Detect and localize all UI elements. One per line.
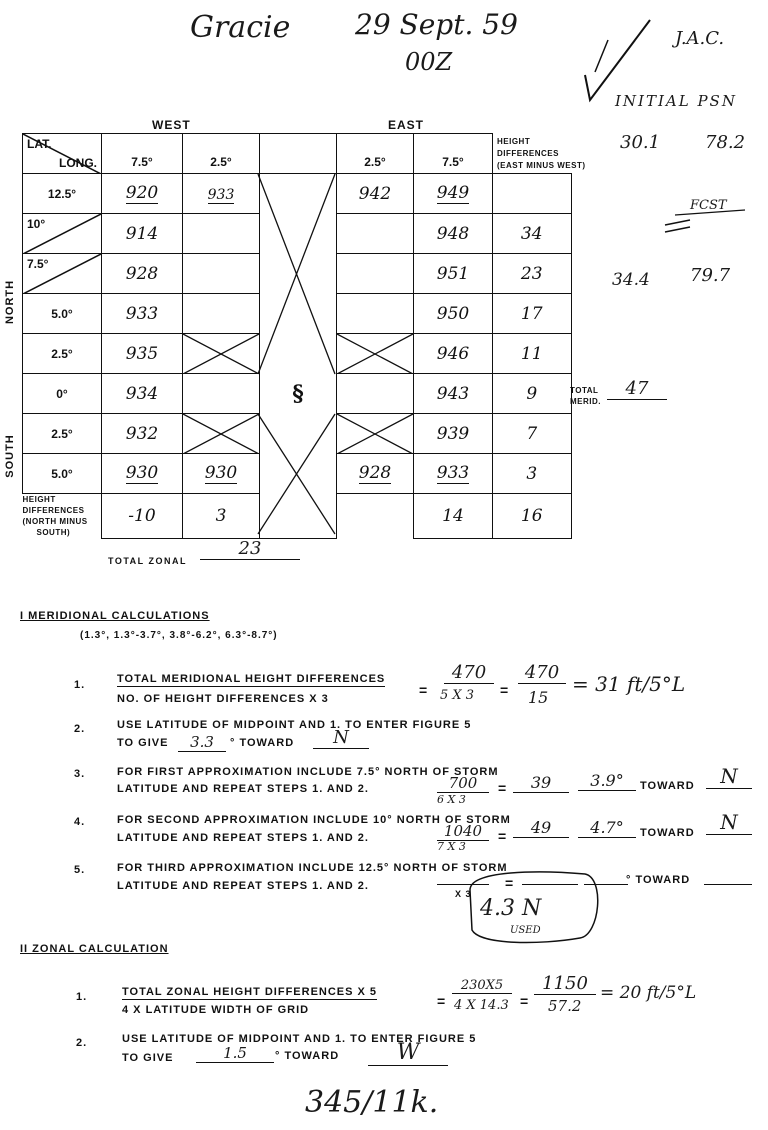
cell-value bbox=[337, 294, 414, 334]
s1-step4-toward: TOWARD bbox=[640, 827, 695, 839]
cell-value bbox=[183, 294, 260, 334]
cell-value: 933 bbox=[102, 294, 183, 334]
s1-step1-top: TOTAL MERIDIONAL HEIGHT DIFFERENCES bbox=[117, 673, 386, 685]
cell-value: 946 bbox=[414, 334, 493, 374]
s1-step2-deg: 3.3 bbox=[178, 733, 226, 752]
ns-diff: 3 bbox=[183, 494, 260, 539]
s1-step1-den1: 5 X 3 bbox=[440, 688, 475, 703]
cell-diff: 3 bbox=[493, 454, 572, 494]
circled-value: 4.3 N bbox=[480, 896, 542, 921]
s2-step1-den2: 57.2 bbox=[548, 997, 582, 1015]
cell-value: 933 bbox=[183, 174, 260, 214]
row-lat: 0° bbox=[23, 374, 102, 414]
cell-value: 932 bbox=[102, 414, 183, 454]
s1-step5-den: X 3 bbox=[455, 889, 472, 899]
cell-value: 942 bbox=[337, 174, 414, 214]
s1-step4-num-hw: 1040 bbox=[437, 822, 489, 841]
storm-center: § bbox=[260, 374, 337, 414]
storm-date: 29 Sept. 59 bbox=[355, 8, 518, 41]
north-label: NORTH bbox=[4, 279, 17, 325]
cell-value: 930 bbox=[183, 454, 260, 494]
s1-step4-line1: FOR SECOND APPROXIMATION INCLUDE 10° NORTH OF STORM bbox=[117, 814, 511, 826]
s2-step1-den1: 4 X 14.3 bbox=[454, 998, 509, 1013]
row-lat: 2.5° bbox=[23, 334, 102, 374]
s1-step5-num: 5. bbox=[74, 864, 86, 876]
lat-long-header: LAT. LONG. bbox=[23, 134, 102, 174]
initial-lon: 78.2 bbox=[705, 132, 746, 153]
s1-step5-line1: FOR THIRD APPROXIMATION INCLUDE 12.5° NORTH OF STORM bbox=[117, 862, 508, 874]
s2-step1-top: TOTAL ZONAL HEIGHT DIFFERENCES X 5 bbox=[122, 986, 378, 998]
s1-step4-num: 4. bbox=[74, 816, 86, 828]
height-grid bbox=[22, 133, 572, 539]
storm-name: Gracie bbox=[190, 10, 291, 45]
height-diff-ew-label: HEIGHT DIFFERENCES (EAST MINUS WEST) bbox=[497, 137, 586, 170]
cell-value: 939 bbox=[414, 414, 493, 454]
s2-step2-dir: W bbox=[368, 1040, 448, 1066]
cell-value bbox=[337, 254, 414, 294]
storm-time: 00Z bbox=[405, 48, 453, 76]
cell-value bbox=[337, 214, 414, 254]
east-label: EAST bbox=[388, 118, 425, 132]
ns-diff: 14 bbox=[414, 494, 493, 539]
col-center bbox=[260, 134, 337, 174]
col-west-7-5: 7.5° bbox=[102, 134, 183, 174]
west-label: WEST bbox=[152, 118, 191, 132]
s2-step2-give: TO GIVE bbox=[122, 1052, 174, 1064]
cell-value bbox=[183, 214, 260, 254]
ns-diff-label: HEIGHT DIFFERENCES (NORTH MINUS SOUTH) bbox=[22, 495, 88, 537]
cell-crossed bbox=[183, 334, 260, 374]
cell-value: 949 bbox=[414, 174, 493, 214]
row-lat: 7.5° bbox=[23, 254, 102, 294]
center-x-lower bbox=[260, 414, 337, 539]
fcst-lon: 79.7 bbox=[690, 265, 731, 286]
cell-value: 914 bbox=[102, 214, 183, 254]
total-merid-value: 47 bbox=[607, 378, 667, 400]
s1-step4-line2: LATITUDE AND REPEAT STEPS 1. AND 2. bbox=[117, 832, 369, 844]
total-zonal-label: TOTAL ZONAL bbox=[108, 556, 187, 566]
cell-diff bbox=[493, 174, 572, 214]
s1-step2-num: 2. bbox=[74, 723, 86, 735]
s1-step1-num: 1. bbox=[74, 679, 86, 691]
s1-step4-deg: 4.7° bbox=[578, 818, 636, 838]
s1-step3-dir: N bbox=[706, 764, 752, 789]
cell-value: 951 bbox=[414, 254, 493, 294]
s2-step1-num1: 230X5 bbox=[452, 978, 512, 994]
s1-step4-val: 49 bbox=[513, 818, 569, 838]
s1-step4-dir: N bbox=[706, 810, 752, 835]
south-label: SOUTH bbox=[3, 434, 16, 478]
cell-value: 930 bbox=[102, 454, 183, 494]
cell-value bbox=[183, 254, 260, 294]
cell-value: 928 bbox=[102, 254, 183, 294]
cell-value: 920 bbox=[102, 174, 183, 214]
cell-diff: 17 bbox=[493, 294, 572, 334]
s1-step2-give: TO GIVE bbox=[117, 737, 169, 749]
initial-psn-label: INITIAL PSN bbox=[615, 92, 737, 110]
row-lat: 12.5° bbox=[23, 174, 102, 214]
s1-step1-den2: 15 bbox=[528, 688, 549, 707]
row-lat: 5.0° bbox=[23, 294, 102, 334]
cell-diff: 9 bbox=[493, 374, 572, 414]
center-x-upper bbox=[260, 174, 337, 374]
s1-step3-toward: TOWARD bbox=[640, 780, 695, 792]
cell-empty bbox=[183, 374, 260, 414]
cell-value: 943 bbox=[414, 374, 493, 414]
col-east-2-5: 2.5° bbox=[337, 134, 414, 174]
s1-step2-dir: N bbox=[313, 727, 369, 749]
s1-step3-num: 3. bbox=[74, 768, 86, 780]
s1-step2-line1: USE LATITUDE OF MIDPOINT AND 1. TO ENTER FIGURE 5 bbox=[117, 719, 472, 731]
cell-diff: 11 bbox=[493, 334, 572, 374]
cell-value: 948 bbox=[414, 214, 493, 254]
row-lat: 2.5° bbox=[23, 414, 102, 454]
s1-step3-line1: FOR FIRST APPROXIMATION INCLUDE 7.5° NORTH OF STORM bbox=[117, 766, 499, 778]
s1-step3-num-hw: 700 bbox=[437, 774, 489, 793]
cell-diff: 34 bbox=[493, 214, 572, 254]
col-east-7-5: 7.5° bbox=[414, 134, 493, 174]
s2-step1-bottom: 4 X LATITUDE WIDTH OF GRID bbox=[122, 1004, 310, 1016]
cell-empty bbox=[337, 374, 414, 414]
s2-step2-deg: 1.5 bbox=[196, 1044, 274, 1063]
cell-diff: 7 bbox=[493, 414, 572, 454]
s1-step1-num2: 470 bbox=[518, 662, 566, 684]
section1-ranges: (1.3°, 1.3°-3.7°, 3.8°-6.2°, 6.3°-8.7°) bbox=[80, 630, 278, 641]
cell-value: 950 bbox=[414, 294, 493, 334]
cell-crossed bbox=[337, 414, 414, 454]
row-lat: 10° bbox=[23, 214, 102, 254]
final-note: 345/11k. bbox=[305, 1085, 439, 1120]
s1-step3-line2: LATITUDE AND REPEAT STEPS 1. AND 2. bbox=[117, 783, 369, 795]
fcst-lat: 34.4 bbox=[612, 270, 650, 290]
col-west-2-5: 2.5° bbox=[183, 134, 260, 174]
s1-step3-den-hw: 6 X 3 bbox=[437, 793, 466, 806]
row-lat: 5.0° bbox=[23, 454, 102, 494]
s2-step2-num: 2. bbox=[76, 1037, 88, 1049]
s1-step3-deg: 3.9° bbox=[578, 771, 636, 791]
analyst-initials: J.A.C. bbox=[675, 28, 725, 49]
s2-step1-num: 1. bbox=[76, 991, 88, 1003]
section2-title: II ZONAL CALCULATION bbox=[20, 943, 169, 955]
s2-step2-line1: USE LATITUDE OF MIDPOINT AND 1. TO ENTER FIGURE 5 bbox=[122, 1033, 477, 1045]
total-merid-label: TOTAL MERID. bbox=[570, 386, 601, 406]
s2-step2-toward: ° TOWARD bbox=[275, 1050, 340, 1062]
total-zonal-value: 23 bbox=[200, 538, 300, 560]
cell-crossed bbox=[337, 334, 414, 374]
s1-step5-toward: ° TOWARD bbox=[626, 874, 691, 886]
cell-value: 935 bbox=[102, 334, 183, 374]
s1-step1-num1: 470 bbox=[444, 662, 494, 684]
cell-value: 928 bbox=[337, 454, 414, 494]
s1-step1-bottom: NO. OF HEIGHT DIFFERENCES X 3 bbox=[117, 693, 329, 705]
cell-value: 934 bbox=[102, 374, 183, 414]
section1-title: I MERIDIONAL CALCULATIONS bbox=[20, 610, 210, 622]
circled-note: USED bbox=[510, 925, 541, 936]
cell-diff: 23 bbox=[493, 254, 572, 294]
initial-lat: 30.1 bbox=[620, 132, 661, 153]
s2-step1-result: = 20 ft/5°L bbox=[600, 983, 697, 1003]
cell-crossed bbox=[183, 414, 260, 454]
s1-step1-result: = 31 ft/5°L bbox=[572, 672, 686, 696]
s1-step3-val: 39 bbox=[513, 773, 569, 793]
fcst-label: FCST bbox=[690, 198, 727, 213]
s1-step2-toward: ° TOWARD bbox=[230, 737, 295, 749]
s2-step1-num2: 1150 bbox=[534, 973, 596, 995]
ns-diff: 16 bbox=[493, 494, 572, 539]
cell-value: 933 bbox=[414, 454, 493, 494]
ns-diff: -10 bbox=[102, 494, 183, 539]
s1-step5-line2: LATITUDE AND REPEAT STEPS 1. AND 2. bbox=[117, 880, 369, 892]
s1-step4-den-hw: 7 X 3 bbox=[437, 840, 466, 853]
